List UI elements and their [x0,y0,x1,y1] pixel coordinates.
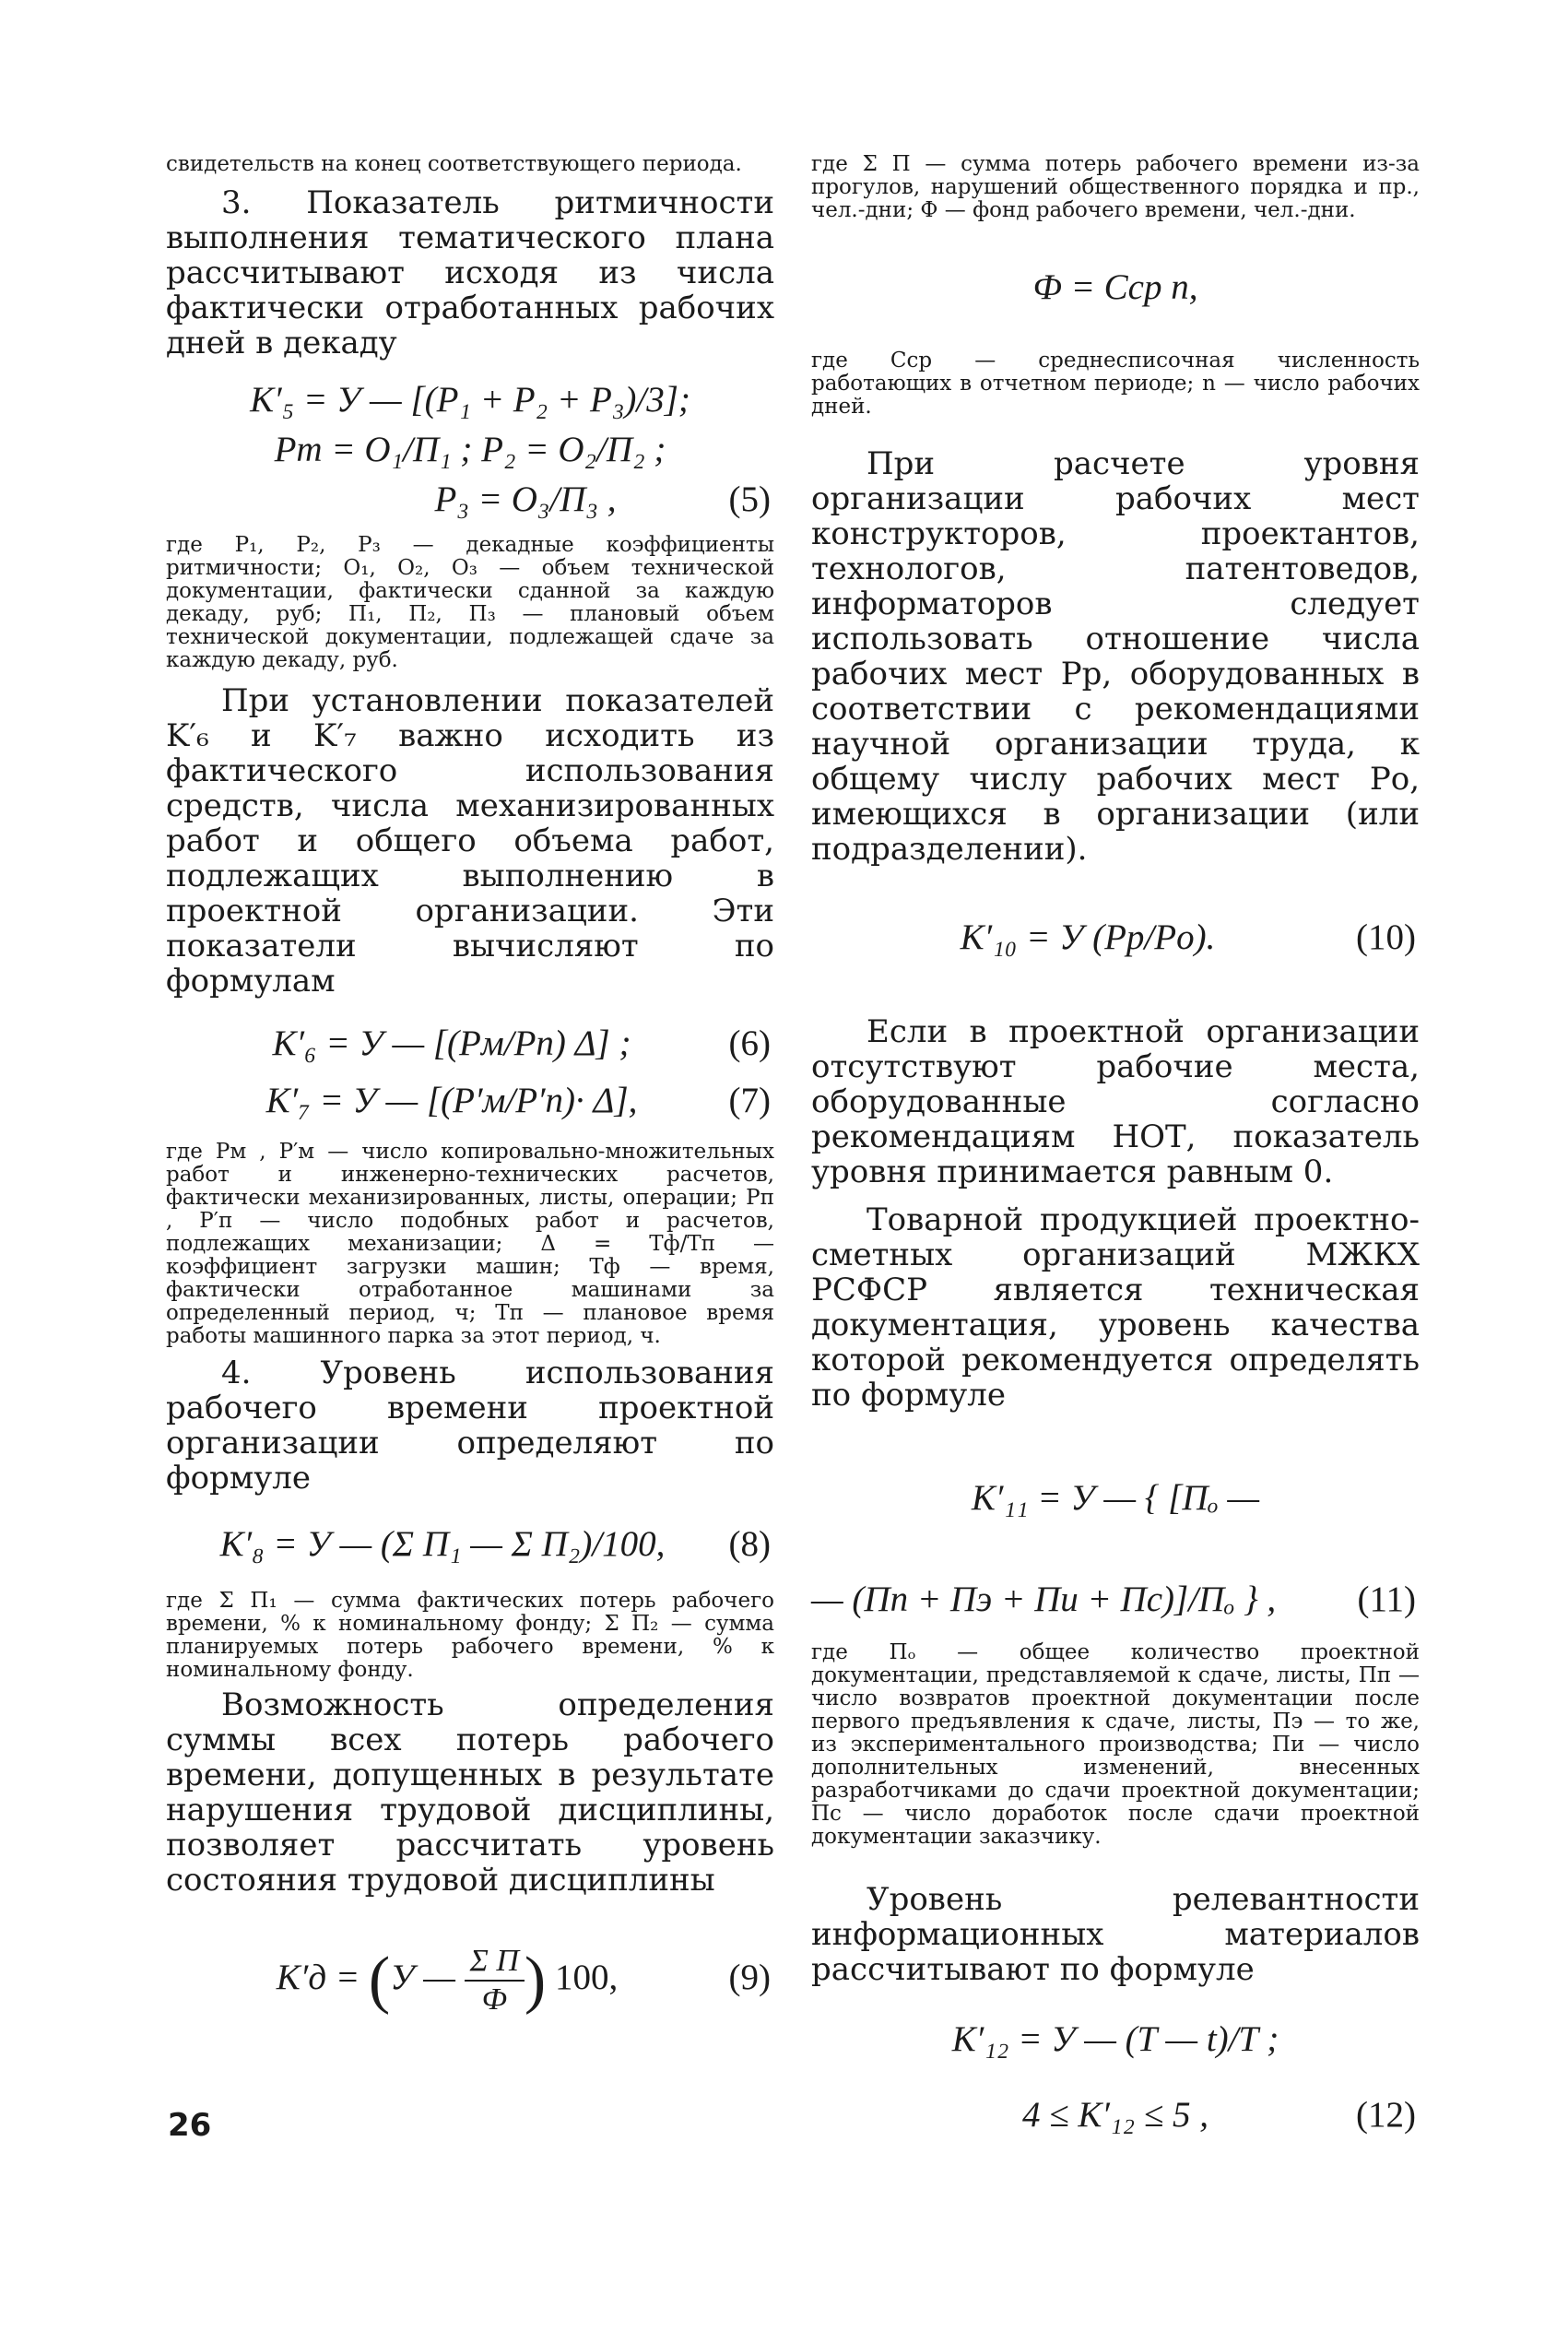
paragraph: Уровень релевантности информационных материалов рассчитывают по формуле [811,1881,1420,1988]
paragraph: 3. Показатель ритмичности выполнения тематического плана рассчитывают исходя из числа фактически отработанных рабочих дней в декаду [166,184,774,361]
formula-7: K′₇ = У — [(P′м/P′п)· Δ], (7) [166,1076,774,1126]
formula-12b: 4 ≤ K′₁₂ ≤ 5 , (12) [811,2090,1420,2140]
equation-number: (12) [1356,2095,1416,2135]
formula-5c: P₃ = O₃/П₃ , (5) [166,475,774,525]
formula-5b: Pт = O₁/П₁ ; P₂ = O₂/П₂ ; [274,430,666,469]
equation-number: (5) [728,479,771,519]
equation-number: (9) [728,1958,771,1997]
paragraph: Товарной продукцией проектно-сметных организаций МЖКХ РСФСР является техническая документация, уровень качества которой рекомендуется определять по формуле [811,1201,1420,1414]
fraction: $\frac{\text{Σ П}}{Ф}$ [465,1943,525,2018]
formula-note: где Pм , P′м — число копировально-множительных работ и инженерно-технических расчетов, фактически механизированных, листы, операции; Pп , P′п — число подобных работ и расчетов, подлежащих механизации; Δ = Tф/Tп — коэффициент загрузки машин; Tф — время, фактически отработанное машинами за определенный период, ч; Tп — плановое время работы машинного парка за этот период, ч. [166,1140,774,1348]
formula-note: где Σ П₁ — сумма фактических потерь рабочего времени, % к номинальному фонду; Σ П₂ — сумма планируемых потерь рабочего времени, % к номинальному фонду. [166,1589,774,1682]
formula-note: где Σ П — сумма потерь рабочего времени из-за прогулов, нарушений общественного порядка и пр., чел.-дни; Ф — фонд рабочего времени, чел.-дни. [811,152,1420,222]
formula-11a: K′₁₁ = У — { [Пₒ — [971,1478,1260,1518]
formula-10: K′₁₀ = У (Pр/Pо). (10) [811,913,1420,963]
formula-note: где P₁, P₂, P₃ — декадные коэффициенты ритмичности; O₁, O₂, O₃ — объем технической документации, фактически сданной за каждую декаду, руб; П₁, П₂, П₃ — плановый объем технической документации, подлежащей сдаче за каждую декаду, руб. [166,533,774,672]
paragraph: Если в проектной организации отсутствуют рабочие места, оборудованные согласно рекомендациям НОТ, показатель уровня принимается равным 0. [811,1013,1420,1190]
paragraph: Возможность определения суммы всех потерь рабочего времени, допущенных в результате нарушения трудовой дисциплины, позволяет рассчитать уровень состояния трудовой дисциплины [166,1686,774,1899]
equation-number: (8) [728,1524,771,1564]
formula-8: K′₈ = У — (Σ П₁ — Σ П₂)/100, (8) [166,1520,774,1569]
formula-11b: — (Пп + Пэ + Пи + Пс)]/Пₒ } , (11) [811,1575,1420,1625]
left-column [166,153,774,2019]
equation-number: (11) [1357,1580,1416,1619]
right-column [811,153,1420,2140]
formula-note: где Пₒ — общее количество проектной документации, представляемой к сдаче, листы, Пп — число возвратов проектной документации после первого предъявления к сдаче, листы, Пэ — то же, из экспериментального производства; Пи — число дополнительных изменений, внесенных разработчиками до сдачи проектной документации; Пс — число доработок после сдачи проектной документации заказчику. [811,1640,1420,1849]
formula-6: K′₆ = У — [(Pм/Pп) Δ] ; (6) [166,1019,774,1069]
paragraph: свидетельств на конец соответствующего периода. [166,152,742,176]
paragraph: 4. Уровень использования рабочего времени проектной организации определяют по формуле [166,1355,774,1497]
formula-5a: K′₅ = У — [(P₁ + P₂ + P₃)/3]; [250,380,690,420]
page-number: 26 [168,2107,212,2144]
equation-number: (6) [728,1024,771,1063]
formula-note: где Cср — среднесписочная численность работающих в отчетном периоде; n — число рабочих дней. [811,349,1420,419]
paragraph: При расчете уровня организации рабочих мест конструкторов, проектантов, технологов, патентоведов, информаторов следует использовать отношение числа рабочих мест Pр, оборудованных в соответствии с рекомендациями научной организации труда, к общему числу рабочих мест Pо, имеющихся в организации (или подразделении). [811,445,1420,868]
paragraph: При установлении показателей K′₆ и K′₇ важно исходить из фактического использования средств, числа механизированных работ и общего объема работ, подлежащих выполнению в проектной организации. Эти показатели вычисляют по формулам [166,682,774,1000]
equation-number: (10) [1356,917,1416,957]
formula-12a: K′₁₂ = У — (T — t)/T ; [951,2019,1279,2059]
formula-9: K′д = (У — $\frac{\text{Σ П}}{Ф}$ ) 100, (9) [166,1936,774,2019]
equation-number: (7) [728,1081,771,1120]
formula-fund: Ф = Cср n, [1032,267,1198,307]
